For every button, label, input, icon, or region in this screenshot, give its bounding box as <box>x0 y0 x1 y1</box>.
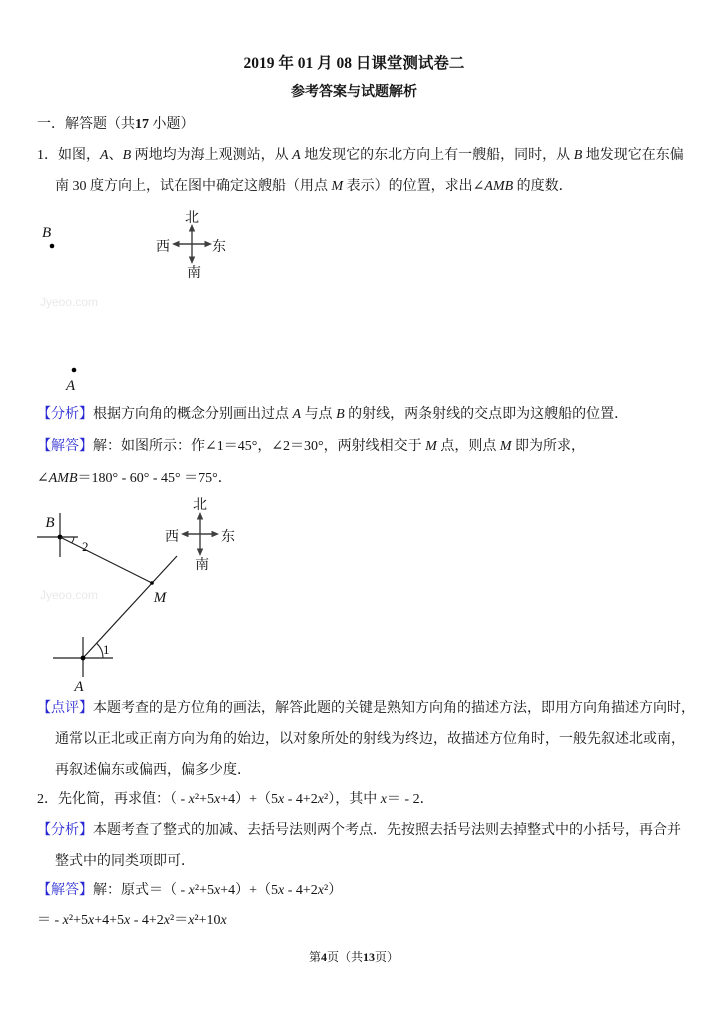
q2-analysis-line-2: 整式中的同类项即可． <box>55 854 195 869</box>
compass1-west-label: 西 <box>156 240 170 255</box>
question-2-line: 2．先化简，再求值：（ - x²+5x+4）+（5x - 4+2x²），其中 x＝ - 2． <box>37 792 434 807</box>
compass1-west-arrow-icon <box>172 241 180 247</box>
diagram1-point-a-label: A <box>66 378 76 394</box>
page-title: 2019 年 01 月 08 日课堂测试卷二 <box>243 55 465 72</box>
q1-analysis: 【分析】根据方向角的概念分别画出过点 A 与点 B 的射线，两条射线的交点即为这艘船的位置． <box>37 407 629 422</box>
q2-solution-line-1: 【解答】解：原式＝（ - x²+5x+4）+（5x - 4+2x²） <box>37 883 343 898</box>
diagram1-point-a-dot <box>72 368 77 373</box>
section-heading: 一．解答题（共17 小题） <box>37 117 195 132</box>
angle-2-label: 2 <box>82 539 89 554</box>
compass2-east-arrow-icon <box>212 531 220 537</box>
q1-solution-line-1: 【解答】解：如图所示：作∠1＝45°，∠2＝30°，两射线相交于 M 点，则点 M 即为所求， <box>37 439 586 454</box>
compass1-south-label: 南 <box>187 266 201 281</box>
angle-2-arc <box>72 537 74 543</box>
point-a-label: A <box>74 679 84 695</box>
question-1-line-1: 1．如图，A、B 两地均为海上观测站，从 A 地发现它的东北方向上有一艘船，同时，从 B 地发现它在东偏 <box>37 148 684 163</box>
compass1-east-arrow-icon <box>205 241 213 247</box>
watermark-2: Jyeoo.com <box>40 588 99 602</box>
ray-a-through-m <box>83 556 177 658</box>
compass1-north-label: 北 <box>185 211 199 226</box>
point-m-dot <box>150 581 154 585</box>
q1-comment-line-2: 通常以正北或正南方向为角的始边，以对象所处的射线为终边，故描述方位角时，一般先叙述北或南， <box>55 732 685 747</box>
ray-b-to-m <box>60 537 152 583</box>
compass2-west-arrow-icon <box>181 531 189 537</box>
point-b-label: B <box>45 515 55 531</box>
page-subtitle: 参考答案与试题解析 <box>291 85 417 100</box>
problem-diagram <box>0 200 280 395</box>
page-footer: 第4页（共13页） <box>308 950 400 964</box>
q2-solution-line-2: ＝ - x²+5x+4+5x - 4+2x²＝x²+10x <box>37 913 227 928</box>
point-m-label: M <box>153 590 167 606</box>
compass2-east-label: 东 <box>221 530 235 545</box>
compass2-north-arrow-icon <box>197 512 203 520</box>
q1-comment-line-1: 【点评】本题考查的是方位角的画法，解答此题的关键是熟知方向角的描述方法，即用方向角描述方向时， <box>37 701 695 716</box>
question-1-line-2: 南 30 度方向上，试在图中确定这艘船（用点 M 表示）的位置，求出∠AMB 的度数． <box>55 179 573 194</box>
compass2-west-label: 西 <box>165 530 179 545</box>
q2-analysis-line-1: 【分析】本题考查了整式的加减、去括号法则两个考点．先按照去括号法则去掉整式中的小括号，再合并 <box>37 823 681 838</box>
q1-solution-line-2: ∠AMB＝180° - 60° - 45° ＝75°． <box>37 471 232 486</box>
compass2-south-label: 南 <box>195 558 209 573</box>
q1-comment-line-3: 再叙述偏东或偏西，偏多少度． <box>55 763 251 778</box>
angle-1-label: 1 <box>103 642 110 657</box>
compass2-south-arrow-icon <box>197 549 203 557</box>
diagram1-point-b-label: B <box>42 225 52 241</box>
compass2-north-label: 北 <box>193 498 207 513</box>
diagram1-point-b-dot <box>50 244 55 249</box>
compass1-south-arrow-icon <box>189 257 195 265</box>
watermark-1: Jyeoo.com <box>40 295 99 309</box>
point-a-dot <box>81 656 86 661</box>
compass1-east-label: 东 <box>212 240 226 255</box>
solution-diagram <box>0 495 280 695</box>
